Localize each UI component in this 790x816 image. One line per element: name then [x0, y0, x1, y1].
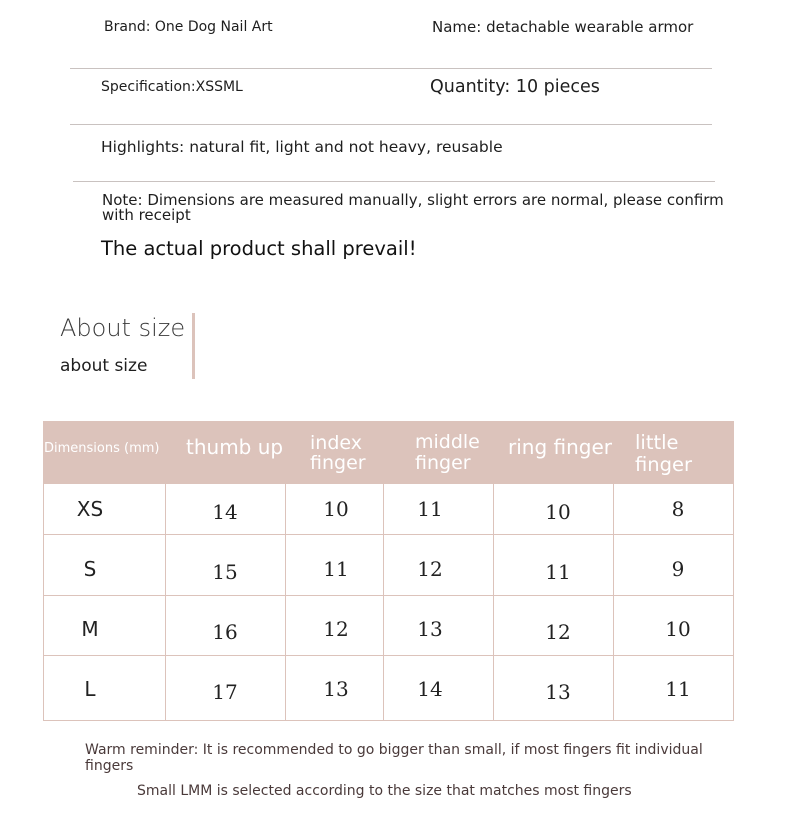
table-cell: 13 — [417, 617, 443, 641]
table-cell: 10 — [665, 617, 691, 641]
grid-line — [493, 484, 494, 721]
table-cell: 9 — [671, 557, 685, 581]
highlights-text: Highlights: natural fit, light and not heavy, reusable — [101, 138, 503, 156]
warm-reminder-text: Warm reminder: It is recommended to go bigger than small, if most fingers fit individual fingers — [85, 742, 703, 774]
about-size-subtitle: about size — [60, 356, 148, 376]
grid-line — [43, 595, 734, 596]
size-label: M — [81, 617, 99, 641]
grid-line — [383, 484, 384, 721]
divider — [70, 68, 712, 69]
table-cell: 17 — [212, 680, 238, 704]
quantity-text: Quantity: 10 pieces — [430, 77, 600, 97]
product-name-text: Name: detachable wearable armor — [432, 18, 694, 36]
table-cell: 11 — [417, 497, 443, 521]
note-text: Note: Dimensions are measured manually, slight errors are normal, please confirm with receipt — [102, 191, 724, 224]
grid-line — [43, 720, 734, 721]
table-cell: 11 — [665, 677, 691, 701]
table-cell: 14 — [417, 677, 443, 701]
brand-text: Brand: One Dog Nail Art — [104, 19, 273, 35]
header-index: index finger — [310, 432, 366, 474]
table-cell: 14 — [212, 500, 238, 524]
table-cell: 12 — [323, 617, 349, 641]
table-header — [43, 421, 734, 484]
about-size-title: About size — [60, 314, 186, 342]
table-cell: 12 — [417, 557, 443, 581]
divider — [73, 181, 715, 182]
grid-line — [733, 484, 734, 721]
header-ring: ring finger — [508, 435, 613, 459]
accent-bar — [192, 313, 195, 379]
header-middle: middle finger — [415, 431, 480, 474]
header-thumb: thumb up — [186, 435, 284, 459]
size-table — [43, 421, 734, 721]
grid-line — [43, 484, 44, 721]
grid-line — [165, 484, 166, 721]
selection-tip-text: Small LMM is selected according to the size that matches most fingers — [137, 783, 632, 799]
grid-line — [613, 484, 614, 721]
size-label: L — [84, 677, 96, 701]
table-cell: 11 — [323, 557, 349, 581]
header-little: little finger — [635, 431, 693, 476]
grid-line — [43, 534, 734, 535]
table-cell: 10 — [323, 497, 349, 521]
table-cell: 16 — [212, 620, 238, 644]
size-label: S — [83, 557, 97, 581]
prevail-text: The actual product shall prevail! — [101, 237, 417, 260]
specification-text: Specification:XSSML — [101, 79, 243, 95]
table-cell: 15 — [212, 560, 238, 584]
divider — [70, 124, 712, 125]
header-dimensions: Dimensions (mm) — [44, 441, 160, 456]
table-cell: 13 — [545, 680, 571, 704]
size-label: XS — [76, 497, 104, 521]
table-cell: 11 — [545, 560, 571, 584]
table-cell: 13 — [323, 677, 349, 701]
table-cell: 12 — [545, 620, 571, 644]
table-cell: 8 — [671, 497, 685, 521]
grid-line — [43, 655, 734, 656]
table-cell: 10 — [545, 500, 571, 524]
grid-line — [285, 484, 286, 721]
